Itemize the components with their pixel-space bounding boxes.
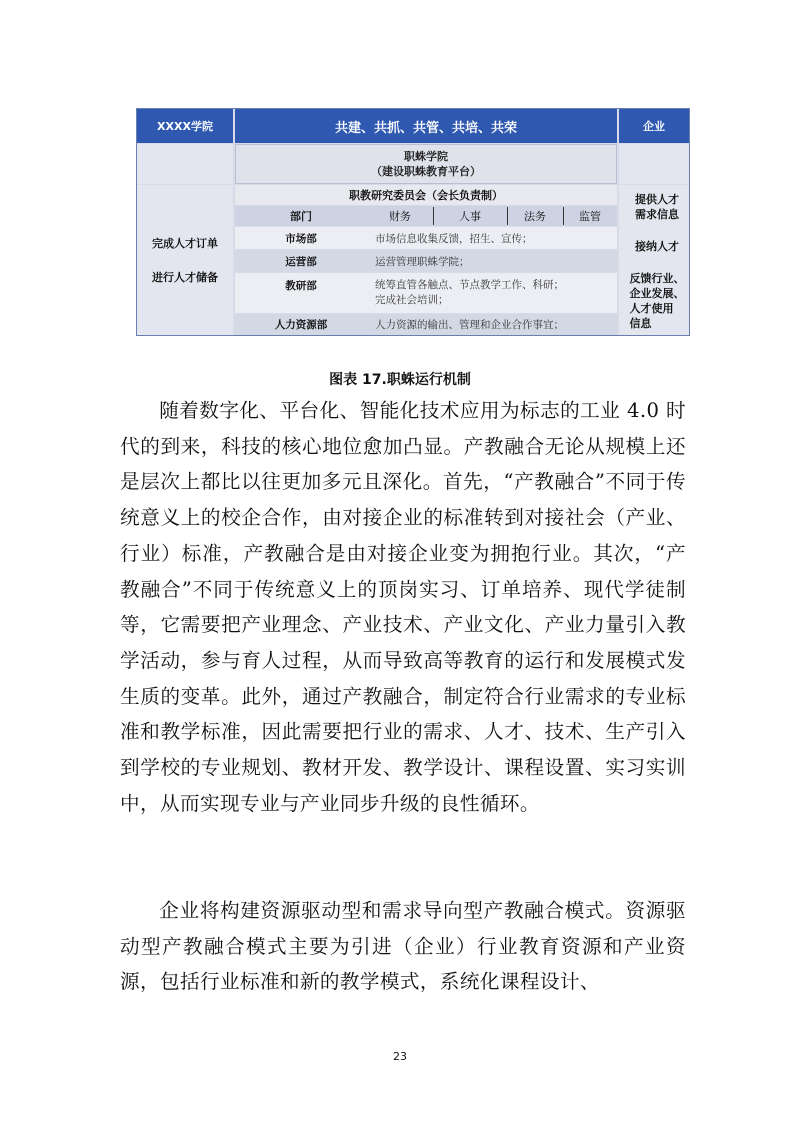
table-row-human-resources (235, 314, 617, 335)
figure-caption: 图表 17.职蛛运行机制 (329, 372, 471, 388)
dept-label-operations: 运营部 (285, 255, 317, 268)
dept-desc-line: 完成社会培训； (375, 294, 449, 306)
right-column (619, 185, 689, 335)
table-row-teaching-research (235, 273, 617, 313)
right-text: 企业发展、 (629, 287, 685, 300)
right-block-accept (635, 239, 679, 254)
body-paragraph: 企业将构建资源驱动型和需求导向型产教融合模式。资源驱动型产教融合模式主要为引进（企业）行业教育资源和产业资源，包括行业标准和新的教学模式，系统化课程设计、 (120, 899, 686, 994)
left-column-top (137, 144, 233, 184)
subheader-divider (433, 207, 434, 225)
header-enterprise: 企业 (619, 109, 689, 143)
page-number: 23 (393, 1050, 407, 1063)
subheader-finance: 财务 (367, 206, 433, 226)
right-text: 人才使用 (629, 302, 674, 315)
right-text: 反馈行业、 (629, 272, 685, 285)
dept-label-teaching-research: 教研部 (285, 279, 317, 292)
left-text-reserve: 进行人才储备 (152, 271, 218, 284)
right-block-demand (635, 192, 679, 222)
platform-title: 职蛛学院 (404, 150, 448, 163)
header-slogan: 共建、共抓、共管、共培、共荣 (235, 109, 617, 143)
subheader-supervision: 监管 (563, 206, 617, 226)
dept-label-market: 市场部 (285, 232, 317, 245)
right-text: 提供人才 (635, 193, 679, 206)
operation-mechanism-figure (136, 108, 690, 336)
committee-row: 职教研究委员会（会长负责制） (235, 185, 617, 205)
subheader-divider (507, 207, 508, 225)
dept-desc-line: 统筹直管各触点、节点教学工作、科研； (375, 279, 564, 291)
dept-label-human-resources: 人力资源部 (274, 319, 328, 331)
right-text: 信息 (629, 317, 652, 330)
platform-subtitle: （建设职蛛教育平台） (371, 165, 481, 178)
subheader-hr: 人事 (433, 206, 507, 226)
left-column (137, 185, 233, 335)
subheader-divider (563, 207, 564, 225)
left-text-order: 完成人才订单 (152, 237, 218, 250)
subheader-legal: 法务 (507, 206, 563, 226)
table-row-market (235, 227, 617, 249)
right-text: 需求信息 (635, 208, 679, 221)
dept-desc-human-resources: 人力资源的输出、管理和企业合作事宜； (375, 319, 564, 331)
dept-desc-market: 市场信息收集反馈，招生、宣传； (375, 232, 533, 245)
table-row-operations (235, 250, 617, 272)
dept-desc-teaching-research (367, 275, 617, 311)
dept-desc-operations: 运营管理职蛛学院； (375, 255, 470, 268)
platform-box (235, 144, 617, 184)
right-column-top (619, 144, 689, 184)
right-block-feedback (630, 271, 685, 331)
right-text: 接纳人才 (635, 240, 679, 253)
subheader-dept: 部门 (235, 206, 367, 226)
body-paragraph: 随着数字化、平台化、智能化技术应用为标志的工业 4.0 时代的到来，科技的核心地位愈加凸显。产教融合无论从规模上还是层次上都比以往更加多元且深化。首先，“产教融合”不同于传统意义上的校企合作，由对接企业的标准转到对接社会（产业、行业）标准，产教融合是由对接企业变为拥抱行业。其次，“产教融合”不同于传统意义上的顶岗实习、订单培养、现代学徒制等，它需要把产业理念、产业技术、产业文化、产业力量引入教学活动，参与育人过程，从而导致高等教育的运行和发展模式发生质的变革。此外，通过产教融合，制定符合行业需求的专业标准和教学标准，因此需要把行业的需求、人才、技术、生产引入到学校的专业规划、教材开发、教学设计、课程设置、实习实训中，从而实现专业与产业同步升级的良性循环。 (120, 399, 686, 815)
header-college: XXXX学院 (137, 109, 233, 143)
